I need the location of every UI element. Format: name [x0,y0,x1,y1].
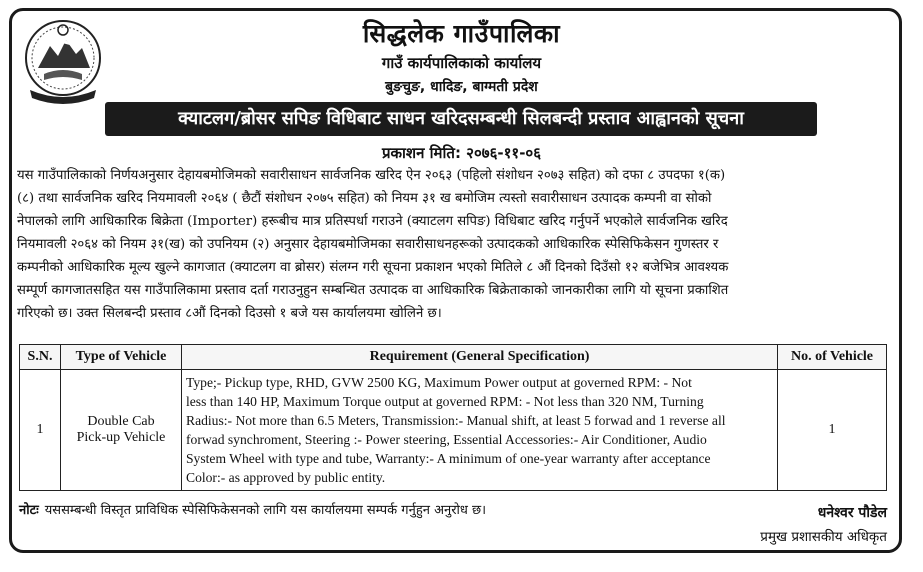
footnote [19,500,486,518]
spec-line: forwad synchroment, Steering :- Power steering, Essential Accessories:- Air Conditioner, Audio [186,432,707,447]
publication-date: प्रकाशन मिति: २०७६-११-०६ [381,144,542,162]
col-header-count: No. of Vehicle [778,345,887,370]
col-header-requirement: Requirement (General Specification) [182,345,778,370]
col-header-type: Type of Vehicle [61,345,182,370]
signatory-name: धनेश्वर पौडेल [817,505,887,521]
note-text: यससम्बन्धी विस्तृत प्राविधिक स्पेसिफिकेसनको लागि यस कार्यालयमा सम्पर्क गर्नुहुन अनुरोध छ। [44,503,487,518]
body-line: नियमावली २०६४ को नियम ३१(ख) को उपनियम (२) अनुसार देहायबमोजिमका सवारीसाधनहरूको उत्पादकको आधिकारिक स्पेसिफिकेसन गुणस्तर र [17,237,719,252]
vehicle-type-line: Pick-up Vehicle [76,430,166,445]
body-line: सम्पूर्ण कागजातसहित यस गाउँपालिकामा प्रस्ताव दर्ता गराउनुहुन सम्बन्धित उत्पादक वा आधिकारिक बिक्रेताकाको जानकारीका लागि यो सूचना प्रकाशित [17,283,729,298]
notice-title-banner: क्याटलग/ब्रोसर सपिङ विधिबाट साधन खरिदसम्बन्धी सिलबन्दी प्रस्ताव आह्वानको सूचना [105,102,817,136]
vehicle-requirements-table [19,344,887,491]
spec-line: System Wheel with type and tube, Warranty:- A minimum of one-year warranty after acceptance [186,451,711,466]
spec-line: Type;- Pickup type, RHD, GVW 2500 KG, Maximum Power output at governed RPM: - Not [186,375,692,390]
notice-body [17,164,887,325]
body-line: गरिएको छ। उक्त सिलबन्दी प्रस्ताव ८औं दिनको दिउसो १ बजे यस कार्यालयमा खोलिने छ। [17,306,442,321]
col-header-sn: S.N. [20,345,61,370]
table-header-row [20,345,887,370]
office-address: बुङचुङ, धादिङ, बाग्मती प्रदेश [385,79,538,95]
body-line: (८) तथा सार्वजनिक खरिद नियमावली २०६४ ( छैटौं संशोधन २०७५ सहित) को नियम ३१ ख बमोजिम त्यस्तो सवारीसाधन उत्पादक कम्पनी वा सोको [17,191,712,206]
vehicle-type-line: Double Cab [87,414,155,429]
table-row [20,370,887,491]
body-line: कम्पनीको आधिकारिक मूल्य खुल्ने कागजात (क्याटलग वा ब्रोसर) संलग्न गरी सूचना प्रकाशन भएको मितिले ८ औं दिनको दिउँसो १२ बजेभित्र आवश्यक [17,260,729,275]
body-line: यस गाउँपालिकाको निर्णयअनुसार देहायबमोजिमको सवारीसाधन सार्वजनिक खरिद ऐन २०६३ (पहिलो संशोधन २०७३ सहित) को दफा ८ उपदफा १(क) [17,168,726,183]
cell-vehicle-count: 1 [778,370,887,491]
spec-line: less than 140 HP, Maximum Torque output at governed RPM: - Not less than 320 NM, Turning [186,394,704,409]
signatory-title: प्रमुख प्रशासकीय अधिकृत [760,529,887,545]
spec-line: Color:- as approved by public entity. [186,470,386,485]
spec-line: Radius:- Not more than 6.5 Meters, Transmission:- Manual shift, at least 5 forwad and 1 reverse all [186,413,726,428]
cell-specification [182,370,778,491]
note-label: नोटः [19,503,39,518]
cell-sn: 1 [20,370,61,491]
cell-vehicle-type [61,370,182,491]
body-line: नेपालको लागि आधिकारिक बिक्रेता (Importer) हरूबीच मात्र प्रतिस्पर्धा गराउने (क्याटलग सपिङ) विधिबाट खरिद गर्नुपर्ने भएकोले सार्वजनिक खरिद [17,214,728,229]
org-name: सिद्धलेक गाउँपालिका [362,19,561,48]
office-name: गाउँ कार्यपालिकाको कार्यालय [381,54,542,72]
